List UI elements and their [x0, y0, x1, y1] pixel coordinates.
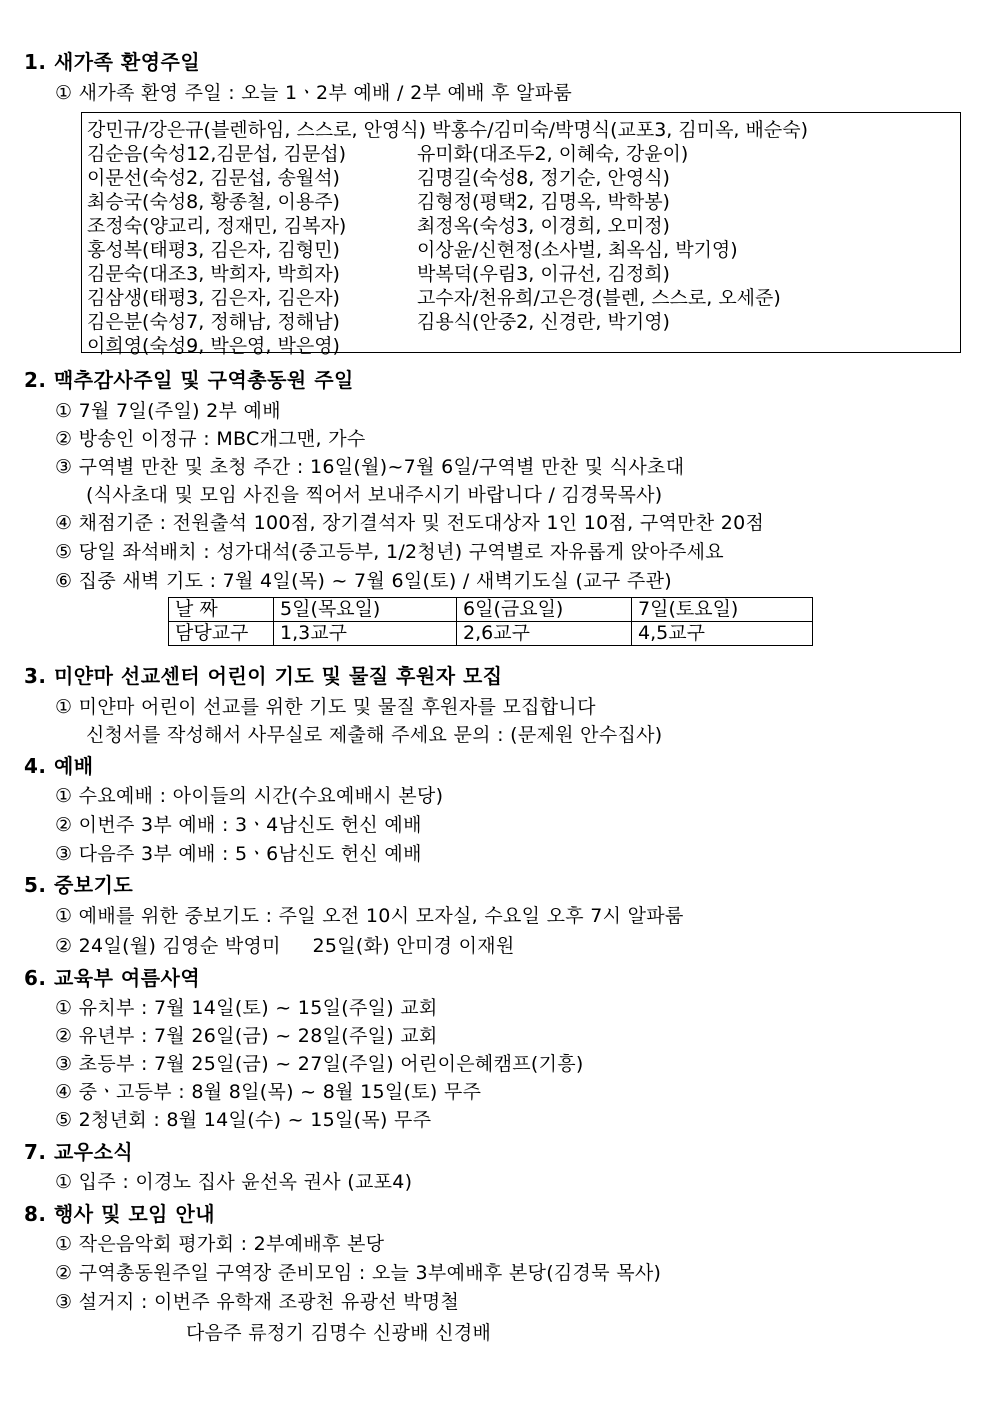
section-2-item-1: ① 7월 7일(주일) 2부 예배 [55, 400, 281, 422]
section-8-item-3-cont: 다음주 류정기 김명수 신광배 신경배 [186, 1322, 492, 1344]
section-5-item-1: ① 예배를 위한 중보기도 : 주일 오전 10시 모자실, 수요일 오후 7시 알파룸 [55, 905, 684, 927]
dawn-prayer-table [168, 597, 813, 646]
section-3-item-1: ① 미얀마 어린이 선교를 위한 기도 및 물질 후원자를 모집합니다 [55, 696, 596, 718]
welcome-right-3: 김형정(평택2, 김명옥, 박학봉) [417, 191, 670, 213]
section-4-item-1: ① 수요예배 : 아이들의 시간(수요예배시 본당) [55, 785, 444, 807]
welcome-left-2: 이문선(숙성2, 김문섭, 송월석) [87, 167, 340, 189]
section-2-item-2: ② 방송인 이정규 : MBC개그맨, 가수 [55, 428, 366, 450]
welcome-left-3: 최승국(숙성8, 황종철, 이용주) [87, 191, 340, 213]
section-2-item-5: ⑤ 당일 좌석배치 : 성가대석(중고등부, 1/2청년) 구역별로 자유롭게 앉아주세요 [55, 541, 724, 563]
table-cell: 1,3교구 [274, 622, 457, 646]
section-6-item-1: ① 유치부 : 7월 14일(토) ~ 15일(주일) 교회 [55, 997, 438, 1019]
section-2-item-3: ③ 구역별 만찬 및 초청 주간 : 16일(월)~7월 6일/구역별 만찬 및 식사초대 [55, 456, 685, 478]
section-4-item-3: ③ 다음주 3부 예배 : 5ㆍ6남신도 헌신 예배 [55, 843, 422, 865]
section-8-item-1: ① 작은음악회 평가회 : 2부예배후 본당 [55, 1233, 385, 1255]
table-cell: 5일(목요일) [274, 598, 457, 622]
section-8-item-3: ③ 설거지 : 이번주 유학재 조광천 유광선 박명철 [55, 1291, 460, 1313]
section-2-item-6: ⑥ 집중 새벽 기도 : 7월 4일(목) ~ 7월 6일(토) / 새벽기도실 (교구 주관) [55, 570, 672, 592]
welcome-right-2: 김명길(숙성8, 정기순, 안영식) [417, 167, 670, 189]
welcome-left-6: 김문숙(대조3, 박희자, 박희자) [87, 263, 340, 285]
welcome-right-8: 김용식(안중2, 신경란, 박기영) [417, 311, 670, 333]
table-cell: 담당교구 [169, 622, 274, 646]
welcome-right-5: 이상윤/신현정(소사벌, 최옥심, 박기영) [417, 239, 738, 261]
table-cell: 2,6교구 [457, 622, 632, 646]
welcome-left-5: 홍성복(태평3, 김은자, 김형민) [87, 239, 340, 261]
section-1-item-1: ① 새가족 환영 주일 : 오늘 1ㆍ2부 예배 / 2부 예배 후 알파룸 [55, 82, 573, 104]
section-title-6: 6. 교육부 여름사역 [24, 966, 201, 990]
section-title-2: 2. 맥추감사주일 및 구역총동원 주일 [24, 368, 354, 392]
section-4-item-2: ② 이번주 3부 예배 : 3ㆍ4남신도 헌신 예배 [55, 814, 422, 836]
section-title-4: 4. 예배 [24, 754, 94, 778]
section-6-item-3: ③ 초등부 : 7월 25일(금) ~ 27일(주일) 어린이은혜캠프(기흥) [55, 1053, 584, 1075]
table-cell: 7일(토요일) [632, 598, 813, 622]
section-title-1: 1. 새가족 환영주일 [24, 50, 201, 74]
table-row [169, 622, 813, 646]
welcome-left-9: 이희영(숙성9, 박은영, 박은영) [87, 335, 340, 357]
section-title-7: 7. 교우소식 [24, 1140, 134, 1164]
table-cell: 날 짜 [169, 598, 274, 622]
section-2-item-4: ④ 채점기준 : 전원출석 100점, 장기결석자 및 전도대상자 1인 10점, 구역만찬 20점 [55, 512, 765, 534]
welcome-left-8: 김은분(숙성7, 정해남, 정해남) [87, 311, 340, 333]
section-7-item-1: ① 입주 : 이경노 집사 윤선옥 권사 (교포4) [55, 1171, 413, 1193]
welcome-right-4: 최정옥(숙성3, 이경희, 오미정) [417, 215, 670, 237]
section-8-item-2: ② 구역총동원주일 구역장 준비모임 : 오늘 3부예배후 본당(김경묵 목사) [55, 1262, 662, 1284]
section-title-3: 3. 미얀마 선교센터 어린이 기도 및 물질 후원자 모집 [24, 664, 503, 688]
section-2-item-3-cont: (식사초대 및 모임 사진을 찍어서 보내주시기 바랍니다 / 김경묵목사) [86, 484, 663, 506]
section-5-item-2: ② 24일(월) 김영순 박영미 25일(화) 안미경 이재원 [55, 935, 515, 957]
section-6-item-5: ⑤ 2청년회 : 8월 14일(수) ~ 15일(목) 무주 [55, 1109, 432, 1131]
welcome-left-7: 김삼생(태평3, 김은자, 김은자) [87, 287, 340, 309]
welcome-left-4: 조정숙(양교리, 정재민, 김복자) [87, 215, 347, 237]
table-cell: 6일(금요일) [457, 598, 632, 622]
welcome-right-7: 고수자/천유희/고은경(블렌, 스스로, 오세준) [417, 287, 781, 309]
section-3-item-1-cont: 신청서를 작성해서 사무실로 제출해 주세요 문의 : (문제원 안수집사) [86, 724, 663, 746]
section-title-5: 5. 중보기도 [24, 873, 134, 897]
section-6-item-2: ② 유년부 : 7월 26일(금) ~ 28일(주일) 교회 [55, 1025, 438, 1047]
section-6-item-4: ④ 중ㆍ고등부 : 8월 8일(목) ~ 8월 15일(토) 무주 [55, 1081, 482, 1103]
welcome-right-6: 박복덕(우림3, 이규선, 김정희) [417, 263, 670, 285]
table-cell: 4,5교구 [632, 622, 813, 646]
section-title-8: 8. 행사 및 모임 안내 [24, 1202, 216, 1226]
new-family-list-box [81, 112, 961, 357]
welcome-right-1: 유미화(대조두2, 이혜숙, 강윤이) [417, 143, 689, 165]
welcome-first-line: 강민규/강은규(블렌하임, 스스로, 안영식) 박홍수/김미숙/박명식(교포3, 김미옥, 배순숙) [87, 119, 808, 141]
table-row [169, 598, 813, 622]
welcome-left-1: 김순음(숙성12,김문섭, 김문섭) [87, 143, 347, 165]
